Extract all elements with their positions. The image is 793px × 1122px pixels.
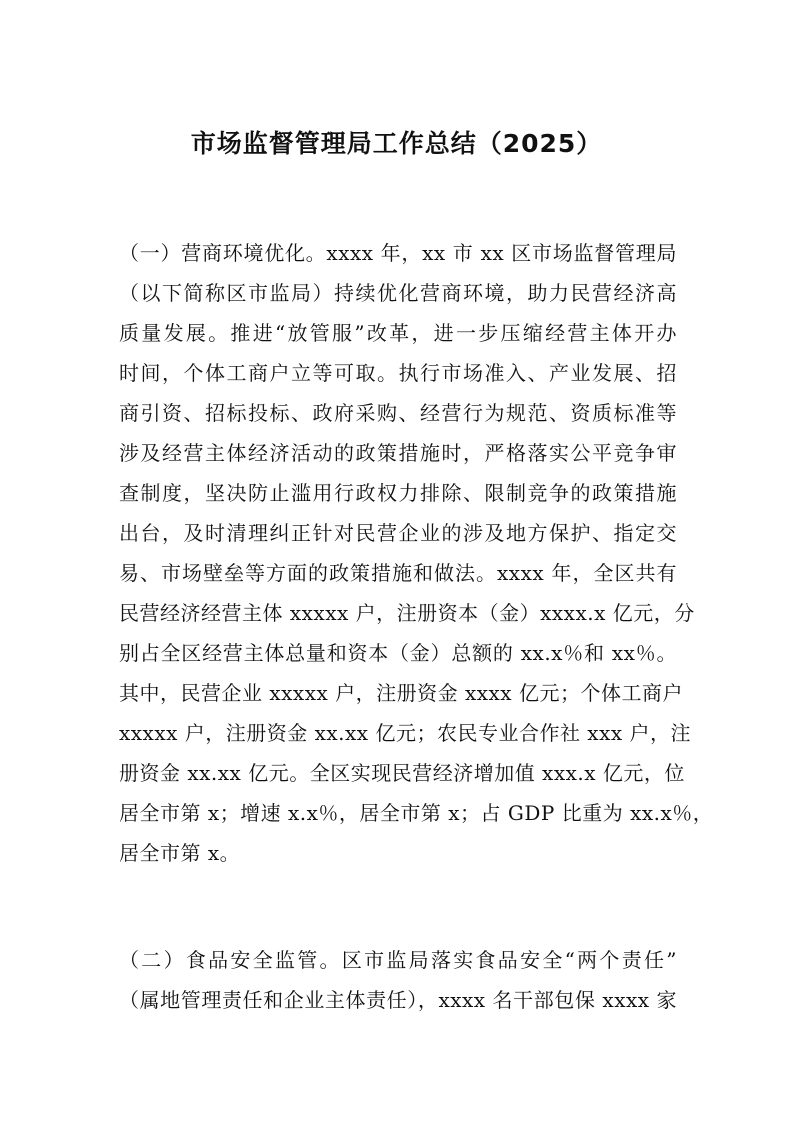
paragraph-business-environment <box>119 233 714 873</box>
paragraph-line: 其中，民营企业 xxxxx 户，注册资金 xxxx 亿元；个体工商户 <box>119 681 683 705</box>
paragraph-line: 时间，个体工商户立等可取。执行市场准入、产业发展、招 <box>119 361 677 385</box>
paragraph-line: 册资金 xx.xx 亿元。全区实现民营经济增加值 xxx.x 亿元，位 <box>119 761 685 785</box>
paragraph-line: 质量发展。推进“放管服”改革，进一步压缩经营主体开办 <box>119 321 677 345</box>
paragraph-line: 出台，及时清理纠正针对民营企业的涉及地方保护、指定交 <box>119 521 677 545</box>
paragraph-line: 商引资、招标投标、政府采购、经营行为规范、资质标准等 <box>119 401 677 425</box>
paragraph-line: （以下简称区市监局）持续优化营商环境，助力民营经济高 <box>119 281 677 305</box>
paragraph-food-safety <box>119 940 677 1020</box>
paragraph-line: （一）营商环境优化。xxxx 年，xx 市 xx 区市场监督管理局 <box>119 241 677 265</box>
paragraph-line: 涉及经营主体经济活动的政策措施时，严格落实公平竞争审 <box>119 441 677 465</box>
paragraph-line: xxxxx 户，注册资金 xx.xx 亿元；农民专业合作社 xxx 户，注 <box>119 721 691 745</box>
paragraph-line: 居全市第 x。 <box>119 841 241 865</box>
paragraph-line: （二）食品安全监管。区市监局落实食品安全“两个责任” <box>119 948 677 972</box>
paragraph-line: （属地管理责任和企业主体责任），xxxx 名干部包保 xxxx 家 <box>119 988 677 1012</box>
document-title: 市场监督管理局工作总结（2025） <box>190 129 603 158</box>
paragraph-line: 查制度，坚决防止滥用行政权力排除、限制竞争的政策措施 <box>119 481 677 505</box>
paragraph-line: 别占全区经营主体总量和资本（金）总额的 xx.x％和 xx％。 <box>119 641 677 665</box>
paragraph-line: 民营经济经营主体 xxxxx 户，注册资本（金）xxxx.x 亿元，分 <box>119 601 695 625</box>
paragraph-line: 居全市第 x；增速 x.x％，居全市第 x；占 GDP 比重为 xx.x％， <box>119 801 714 825</box>
paragraph-line: 易、市场壁垒等方面的政策措施和做法。xxxx 年，全区共有 <box>119 561 677 585</box>
